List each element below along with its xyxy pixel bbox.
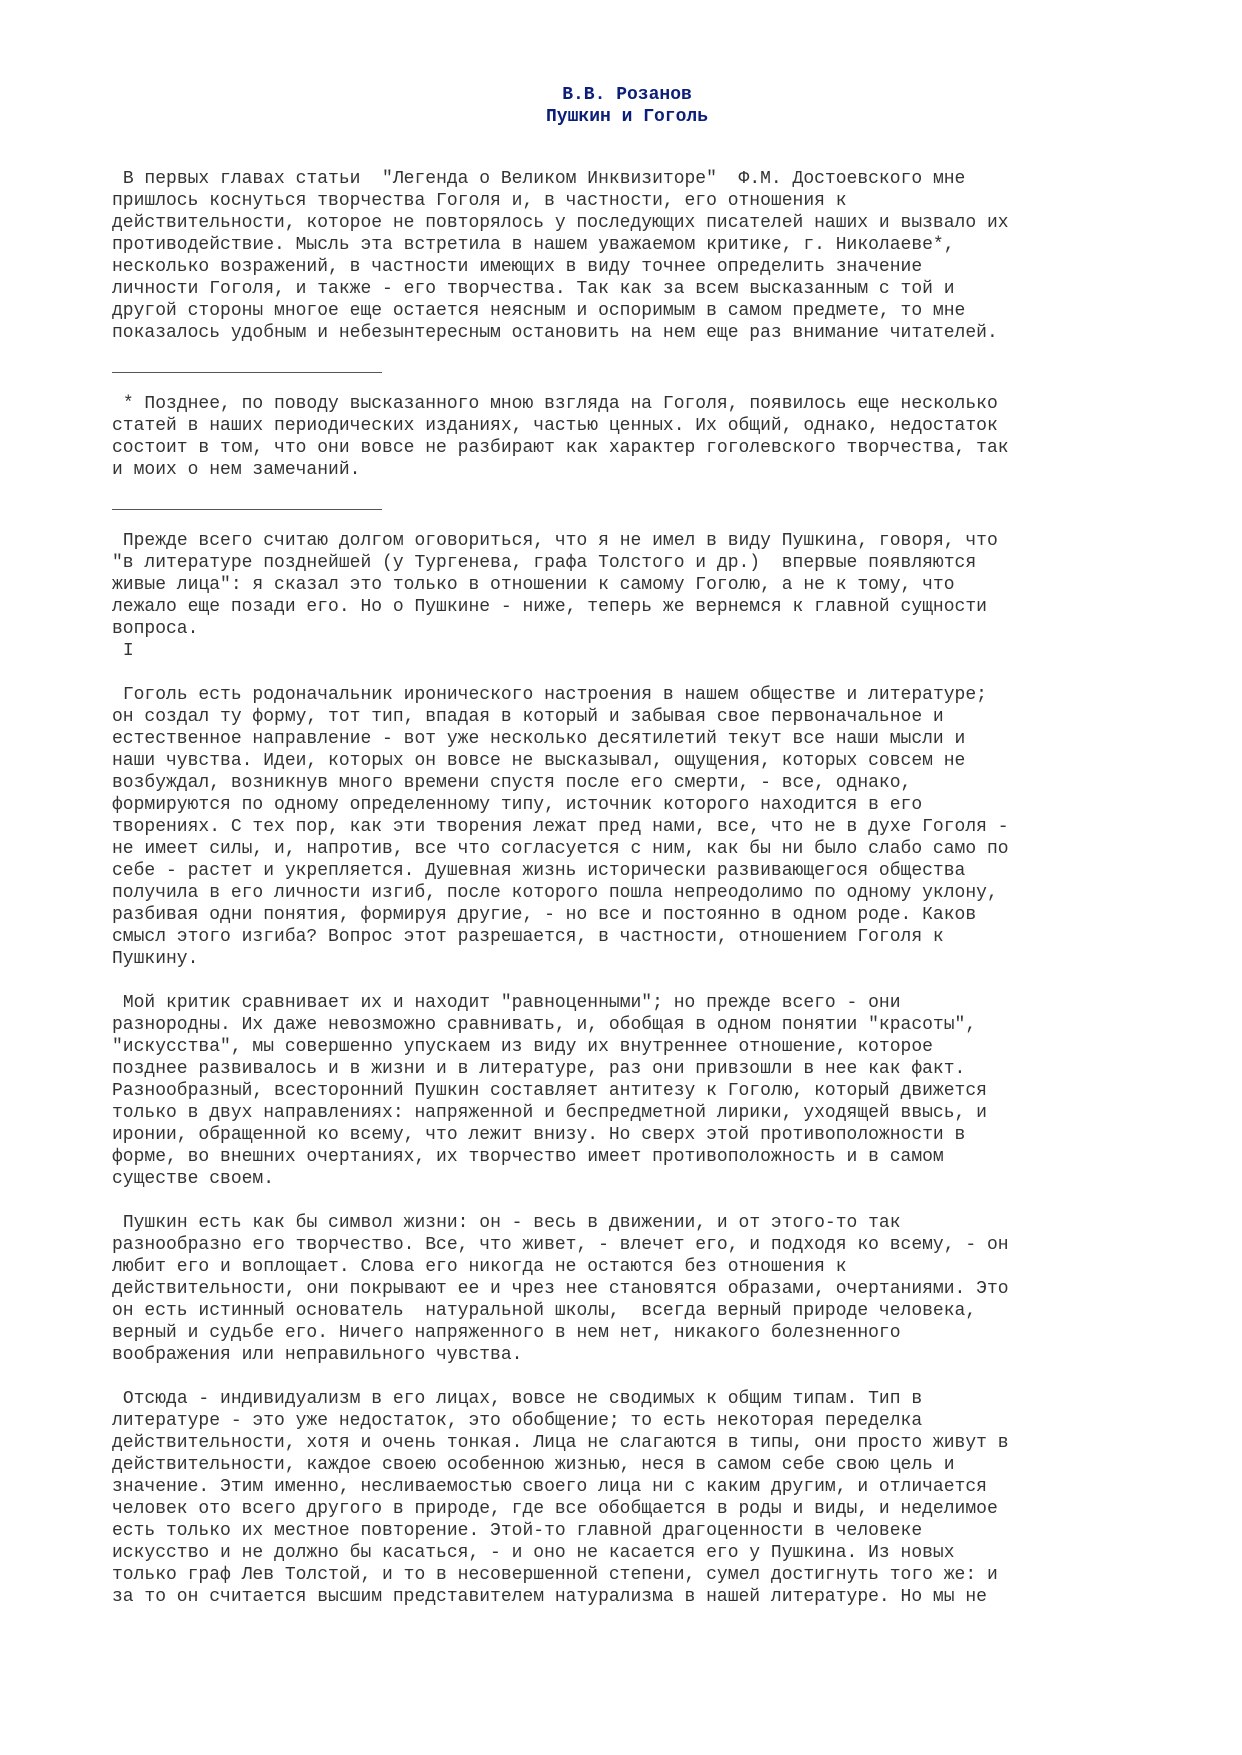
spacer <box>112 1190 1142 1212</box>
spacer <box>112 970 1142 992</box>
footnote-divider-top <box>112 372 382 373</box>
preface-paragraph: Прежде всего считаю долгом оговориться, что я не имел в виду Пушкина, говоря, что "в литературе позднейшей (у Тургенева, графа Толстого и др.) впервые появляются живые лица": я сказал это только в отношении к самому Гоголю, а не к тому, что лежало еще позади его. Но о Пушкине - ниже, теперь же вернемся к главной сущности вопроса. <box>112 531 998 639</box>
document-header <box>112 84 1142 128</box>
body-paragraph: Гоголь есть родоначальник иронического настроения в нашем обществе и литературе; он создал ту форму, тот тип, впадая в который и забывая свое первоначальное и естественное направление - вот уже несколько десятилетий текут все наши мысли и наши чувства. Идеи, которых он вовсе не высказывал, ощущения, которых совсем не возбуждал, возникнув много времени спустя после его смерти, - все, однако, формируются по одному определенному типу, источник которого находится в его творениях. С тех пор, как эти творения лежат пред нами, все, что не в духе Гоголя - не имеет силы, и, напротив, все что согласуется с ним, как бы ни было слабо само по себе - растет и укрепляется. Душевная жизнь исторически развивающегося общества получила в его личности изгиб, после которого пошла непреодолимо по одному уклону, разбивая одни понятия, формируя другие, - но все и постоянно в одном роде. Каков смысл этого изгиба? Вопрос этот разрешается, в частности, отношением Гоголя к Пушкину. <box>112 685 1009 969</box>
intro-paragraph: В первых главах статьи "Легенда о Великом Инквизиторе" Ф.М. Достоевского мне пришлось коснуться творчества Гоголя и, в частности, его отношения к действительности, которое не повторялось у последующих писателей наших и вызвало их противодействие. Мысль эта встретила в нашем уважаемом критике, г. Николаеве*, несколько возражений, в частности имеющих в виду точнее определить значение личности Гоголя, и также - его творчества. Так как за всем высказанным с той и другой стороны многое еще остается неясным и оспоримым в самом предмете, то мне показалось удобным и небезынтересным остановить на нем еще раз внимание читателей. <box>112 169 1009 343</box>
footnote-text: * Позднее, по поводу высказанного мною взгляда на Гоголя, появилось еще несколько статей в наших периодических изданиях, частью ценных. Их общий, однако, недостаток состоит в том, что они вовсе не разбирают как характер гоголевского творчества, так и моих о нем замечаний. <box>112 394 1009 480</box>
spacer <box>112 1366 1142 1388</box>
body-paragraph: Пушкин есть как бы символ жизни: он - весь в движении, и от этого-то так разнообразно его творчество. Все, что живет, - влечет его, и подходя ко всему, - он любит его и воплощает. Слова его никогда не остаются без отношения к действительности, они покрывают ее и чрез нее становятся образами, очертаниями. Это он есть истинный основатель натуральной школы, всегда верный природе человека, верный и судьбе его. Ничего напряженного в нем нет, никакого болезненного воображения или неправильного чувства. <box>112 1213 1009 1365</box>
document-title: Пушкин и Гоголь <box>545 107 709 127</box>
body-paragraph: Отсюда - индивидуализм в его лицах, вовсе не сводимых к общим типам. Тип в литературе - это уже недостаток, это обобщение; то есть некоторая переделка действительности, хотя и очень тонкая. Лица не слагаются в типы, они просто живут в действительности, каждое своею особенною жизнью, неся в самом себе свою цель и значение. Этим именно, несливаемостью своего лица ни с каким другим, и отличается человек ото всего другого в природе, где все обобщается в роды и виды, и неделимое есть только их местное повторение. Этой-то главной драгоценности в человеке искусство и не должно бы касаться, - и оно не касается его у Пушкина. Из новых только граф Лев Толстой, и то в несовершенной степени, сумел достигнуть того же: и за то он считается высшим представителем натурализма в нашей литературе. Но мы не <box>112 1389 1009 1607</box>
body-paragraph: Мой критик сравнивает их и находит "равноценными"; но прежде всего - они разнородны. Их даже невозможно сравнивать, и, обобщая в одном понятии "красоты", "искусства", мы совершенно упускаем из виду их внутреннее отношение, которое позднее развивалось и в жизни и в литературе, раз они привзошли в нее как факт. Разнообразный, всесторонний Пушкин составляет антитезу к Гоголю, который движется только в двух направлениях: напряженной и беспредметной лирики, уходящей ввысь, и иронии, обращенной ко всему, что лежит внизу. Но сверх этой противоположности в форме, во внешних очертаниях, их творчество имеет противоположность и в самом существе своем. <box>112 993 987 1189</box>
author-name: В.В. Розанов <box>562 85 692 105</box>
section-numeral: I <box>112 641 134 661</box>
spacer <box>112 662 1142 684</box>
footnote-divider-bottom <box>112 509 382 510</box>
